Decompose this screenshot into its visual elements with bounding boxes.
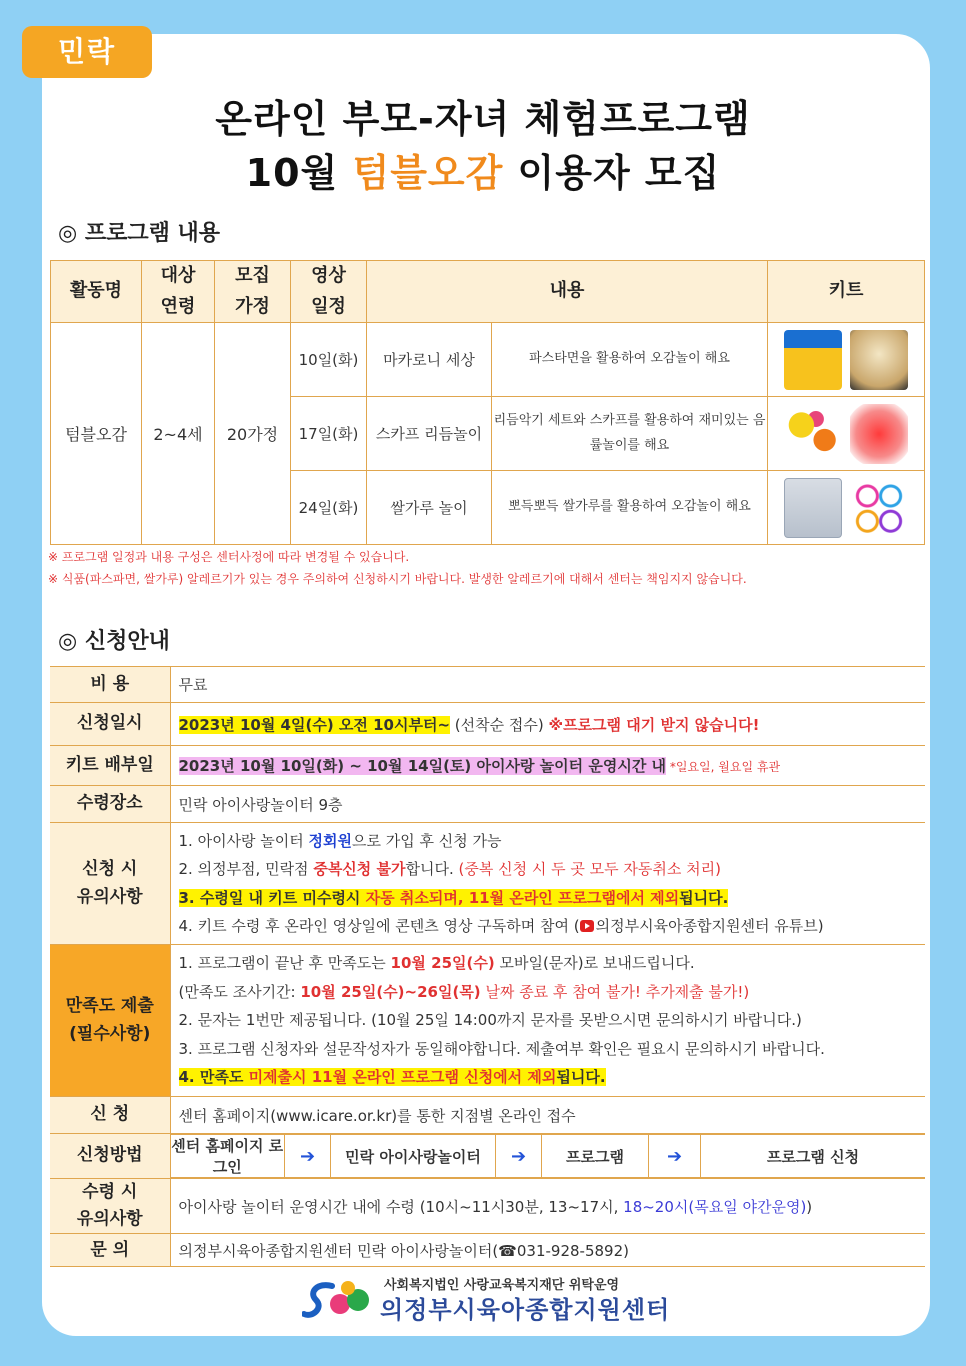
table-row (51, 323, 925, 397)
program-name-highlight: 텀블오감 (352, 151, 504, 195)
survey-list: 1. 프로그램이 끝난 후 만족도는 10월 25일(수) 모바일(문자)로 보내드립니다. (만족도 조사기간: 10월 25일(수)~26일(목) 날짜 종료 후 참여 불가! 추가제출 불가!) 2. 문자는 1번만 제공됩니다. (10월 25일 14:00까지 문자를 못받으시면 문의하시기 바랍니다.) 3. 프로그램 신청자와 설문작성자가 동일해야합니다. 제출여부 확인은 필요시 문의하시기 바랍니다. 4. 만족도 미제출시 11월 온라인 프로그램 신청에서 제외됩니다. (170, 945, 925, 1097)
foundation-text: 사회복지법인 사랑교육복지재단 위탁운영 (384, 1278, 620, 1293)
session-desc: 뽀득뽀득 쌀가루를 활용하여 오감놀이 해요 (492, 471, 768, 545)
pickup-caution-row: 수령 시 유의사항 아이사랑 놀이터 운영시간 내에 수령 (10시~11시30분, 13~17시, 18~20시(목요일 야간운영)) (50, 1179, 925, 1234)
contact-row: 문 의 의정부시육아종합지원센터 민락 아이사랑놀이터(☎031-928-5892) (50, 1234, 925, 1267)
method-row: 신청방법 센터 홈페이지 로그인 ➔ 민락 아이사랑놀이터 ➔ 프로그램 ➔ 프로그램 신청 (50, 1134, 925, 1179)
target-age: 2~4세 (142, 323, 215, 545)
step-program: 프로그램 (542, 1135, 649, 1178)
pasta-bag-image (784, 330, 842, 390)
kit-images (768, 471, 925, 545)
session-title: 쌀가루 놀이 (367, 471, 492, 545)
caution-row: 신청 시 유의사항 1. 아이사랑 놀이터 정회원으로 가입 후 신청 가능 2. 의정부점, 민락점 중복신청 불가합니다. (중복 신청 시 두 곳 모두 자동취소 처리) 3. 수령일 내 키트 미수령시 자동 취소되며, 11월 온라인 프로그램에서 제외됩니다. 4. 키트 수령 후 온라인 영상일에 콘텐츠 영상 구독하며 참여 ( 의정부시육아종합지원센터 유튜브) (50, 823, 925, 945)
session-desc: 파스타면을 활용하여 오감놀이 해요 (492, 323, 768, 397)
video-date: 24일(화) (291, 471, 367, 545)
kit-date-value: 2023년 10월 10일(화) ~ 10월 14일(토) 아이사랑 놀이터 운영시간 내 *일요일, 월요일 휴관 (170, 746, 925, 786)
title-line-2: 10월 텀블오감 이용자 모집 (245, 151, 721, 195)
step-apply: 프로그램 신청 (701, 1135, 926, 1178)
fee-value: 무료 (170, 667, 925, 703)
pickup-place-row: 수령장소 민락 아이사랑놀이터 9층 (50, 786, 925, 823)
session-title: 마카로니 세상 (367, 323, 492, 397)
pickup-place-value: 민락 아이사랑놀이터 9층 (170, 786, 925, 823)
title-line-1: 온라인 부모-자녀 체험프로그램 (215, 97, 751, 141)
kit-images (768, 323, 925, 397)
cookie-cutters-image (850, 478, 908, 538)
session-desc: 리듬악기 세트와 스카프를 활용하여 재미있는 음률놀이를 해요 (492, 397, 768, 471)
program-table (50, 260, 925, 545)
step-login: 센터 홈페이지 로그인 (171, 1135, 285, 1178)
rice-flour-bag-image (784, 478, 842, 538)
scarf-image (850, 404, 908, 464)
program-section-heading: ◎ 프로그램 내용 (58, 221, 221, 246)
apply-info-table (50, 666, 925, 1267)
apply-row: 신 청 센터 홈페이지(www.icare.or.kr)를 통한 지점별 온라인 접수 (50, 1097, 925, 1134)
step-branch: 민락 아이사랑놀이터 (331, 1135, 496, 1178)
branch-tag: 민락 (22, 26, 152, 78)
arrow-icon: ➔ (285, 1135, 331, 1178)
apply-section-heading: ◎ 신청안내 (58, 629, 170, 654)
pickup-caution-value: 아이사랑 놀이터 운영시간 내에 수령 (10시~11시30분, 13~17시, 18~20시(목요일 야간운영)) (170, 1179, 925, 1234)
video-date: 17일(화) (291, 397, 367, 471)
fee-row: 비 용 무료 (50, 667, 925, 703)
kit-date-row: 키트 배부일 2023년 10월 10일(화) ~ 10월 14일(토) 아이사랑 놀이터 운영시간 내 *일요일, 월요일 휴관 (50, 746, 925, 786)
contact-value: 의정부시육아종합지원센터 민락 아이사랑놀이터(☎031-928-5892) (170, 1234, 925, 1267)
activity-name: 텀블오감 (51, 323, 142, 545)
youtube-icon (580, 920, 594, 932)
apply-value: 센터 홈페이지(www.icare.or.kr)를 통한 지점별 온라인 접수 (170, 1097, 925, 1134)
caution-list: 1. 아이사랑 놀이터 정회원으로 가입 후 신청 가능 2. 의정부점, 민락점 중복신청 불가합니다. (중복 신청 시 두 곳 모두 자동취소 처리) 3. 수령일 내 키트 미수령시 자동 취소되며, 11월 온라인 프로그램에서 제외됩니다. 4. 키트 수령 후 온라인 영상일에 콘텐츠 영상 구독하며 참여 ( 의정부시육아종합지원센터 유튜브) (170, 823, 925, 945)
apply-date-row: 신청일시 2023년 10월 4일(수) 오전 10시부터~ (선착순 접수) ※프로그램 대기 받지 않습니다! (50, 703, 925, 746)
survey-row: 만족도 제출 (필수사항) 1. 프로그램이 끝난 후 만족도는 10월 25일(수) 모바일(문자)로 보내드립니다. (만족도 조사기간: 10월 25일(수)~26일(목) 날짜 종료 후 참여 불가! 추가제출 불가!) 2. 문자는 1번만 제공됩니다. (10월 25일 14:00까지 문자를 못받으시면 문의하시기 바랍니다.) 3. 프로그램 신청자와 설문작성자가 동일해야합니다. 제출여부 확인은 필요시 문의하시기 바랍니다. 4. 만족도 미제출시 11월 온라인 프로그램 신청에서 제외됩니다. (50, 945, 925, 1097)
households: 20가정 (215, 323, 291, 545)
kit-images (768, 397, 925, 471)
pasta-pack-image (850, 330, 908, 390)
video-date: 10일(화) (291, 323, 367, 397)
center-name: 의정부시육아종합지원센터 (380, 1296, 671, 1324)
apply-date-value: 2023년 10월 4일(수) 오전 10시부터~ (선착순 접수) ※프로그램 대기 받지 않습니다! (170, 703, 925, 746)
method-steps (170, 1134, 925, 1179)
center-logo (302, 1278, 378, 1324)
rhythm-instruments-image (784, 404, 842, 464)
allergy-note: ※ 식품(파스파면, 쌀가루) 알레르기가 있는 경우 주의하여 신청하시기 바랍니다. 발생한 알레르기에 대해서 센터는 책임지지 않습니다. (48, 572, 747, 586)
schedule-note: ※ 프로그램 일정과 내용 구성은 센터사정에 따라 변경될 수 있습니다. (48, 550, 410, 564)
arrow-icon: ➔ (496, 1135, 542, 1178)
session-title: 스카프 리듬놀이 (367, 397, 492, 471)
arrow-icon: ➔ (649, 1135, 701, 1178)
program-table-header: 활동명 대상 연령 모집 가정 영상 일정 내용 키트 (51, 261, 925, 323)
